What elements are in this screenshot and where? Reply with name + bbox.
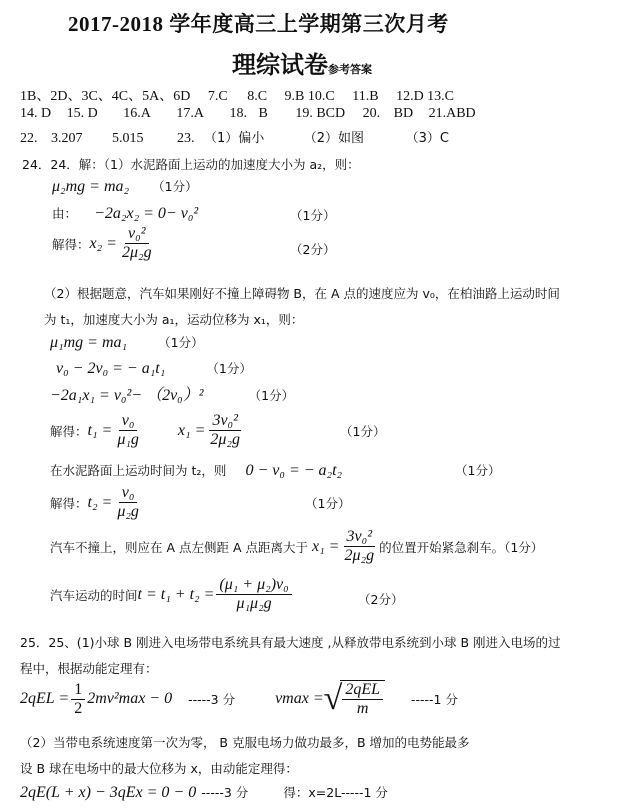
answer-item: （1）偏小 [204, 131, 265, 146]
q24-eq2 [52, 203, 198, 223]
fraction [114, 484, 142, 522]
q25-line2: 程中，根据动能定理有： [20, 661, 158, 676]
q24-eq4 [50, 332, 204, 352]
score: （1分） [455, 463, 501, 478]
denominator: μ₁μ₂g [236, 595, 272, 613]
answer-item: 7.C [207, 89, 228, 104]
denominator: μ₁g [117, 431, 139, 449]
result: 得：x=2L-----1 分 [283, 785, 388, 800]
answer-item: 22. [20, 131, 38, 146]
answer-item: （3）C [405, 131, 449, 146]
numerator: v₀² [125, 225, 148, 244]
label: 解得： [50, 423, 88, 439]
answer-item: （2）如图 [303, 131, 365, 146]
equation: −2a₁x₁ = v₀²− （2v₀）² [50, 387, 204, 404]
numerator: 3v₀² [344, 528, 375, 547]
equation: v₀ − 2v₀ = − a₁t₁ [56, 360, 166, 377]
fraction [71, 681, 85, 719]
equation: vmax = [275, 690, 324, 708]
score: （1分） [290, 208, 336, 223]
answers-line-2 [20, 106, 476, 122]
score: （1分） [340, 424, 386, 439]
numerator: 2qEL [342, 681, 383, 700]
answer-item: 19. BCD [295, 106, 346, 121]
denominator: 2μ₂g [210, 431, 240, 449]
score: （1分） [206, 361, 252, 376]
answers-line-3 [20, 127, 449, 147]
q24-part2-line2: 为 t₁，加速度大小为 a₁，运动位移为 x₁，则： [44, 312, 304, 327]
equation: μ₁mg = ma₁ [50, 334, 128, 351]
answer-item: 12.D 13.C [396, 89, 455, 104]
fraction [342, 681, 383, 719]
score: （2分） [290, 242, 336, 257]
numerator: v₀ [119, 412, 138, 431]
equation: t = t₁ + t₂ = [137, 585, 215, 603]
answer-item: 17.A [176, 106, 204, 121]
equation: 0 − v₀ = − a₂t₂ [245, 462, 343, 479]
subtitle-main: 理综试卷 [232, 51, 328, 79]
equation: 2mv²max − 0 [87, 690, 173, 708]
equation: x₂ = [89, 234, 117, 252]
fraction [119, 225, 155, 263]
equation: −2a₂x₂ = 0− v₀² [94, 205, 199, 222]
score: （1分） [158, 335, 204, 350]
label: 汽车运动的时间 [50, 587, 138, 603]
q24-eq7 [50, 412, 245, 450]
label: 在水泥路面上运动时间为 t₂，则 [50, 463, 227, 478]
answers-line-1 [20, 85, 454, 105]
fraction [207, 412, 243, 450]
label: 解得： [50, 495, 88, 511]
answer-item: 20. [362, 106, 381, 121]
q24-eq5 [56, 358, 252, 378]
denominator: m [356, 700, 369, 718]
answer-item: BD [393, 106, 414, 121]
q24-eq1 [52, 176, 198, 196]
answer-item: 23. [177, 131, 195, 146]
answer-item: B [258, 106, 268, 121]
equation: x₁ = [312, 537, 340, 555]
score: （1分） [305, 496, 351, 511]
denominator: μ₂g [117, 503, 139, 521]
numerator: 1 [71, 681, 85, 700]
answer-item: 16.A [123, 106, 151, 121]
score: （1分） [248, 388, 295, 403]
q25-part2-line2: 设 B 球在电场中的最大位移为 x，由动能定理得： [20, 761, 298, 776]
label: 的位置开始紧急刹车。（1分） [379, 539, 544, 555]
equation: μ₂mg = ma₂ [52, 178, 130, 195]
equation: t₂ = [87, 493, 113, 511]
q24-eq3 [52, 225, 157, 263]
score: -----1 分 [410, 692, 458, 708]
answer-item: 1B、2D、3C、4C、5A、6D [20, 89, 191, 104]
answer-item: 3.207 [51, 131, 83, 146]
radical-sign-icon: √ [323, 680, 343, 718]
equation: 2qE(L + x) − 3qEx = 0 − 0 [20, 784, 197, 801]
q25-eq3 [20, 782, 388, 802]
q24-eq10 [50, 528, 543, 566]
document-title: 2017-2018 学年度高三上学期第三次月考 [68, 12, 449, 36]
answer-item: 18. [229, 106, 247, 121]
square-root [324, 680, 385, 719]
denominator: 2 [74, 699, 83, 717]
equation: x₁ = [177, 421, 206, 439]
fraction [216, 576, 291, 614]
answer-item: 15. D [66, 106, 98, 121]
label: 汽车不撞上，则应在 A 点左侧距 A 点距离大于 [50, 539, 308, 555]
score: -----3 分 [201, 785, 249, 800]
denominator: 2μ₂g [344, 547, 375, 565]
q24-part2-line1: （2）根据题意，汽车如果刚好不撞上障碍物 B，在 A 点的速度应为 v₀，在柏油路上运动时间 [44, 286, 560, 301]
score: （2分） [358, 592, 404, 607]
numerator: (μ₁ + μ₂)v₀ [216, 576, 291, 595]
equation: t₁ = [87, 421, 113, 439]
q24-intro: 24．24．解：（1）水泥路面上运动的加速度大小为 a₂，则： [22, 157, 360, 172]
q24-eq9 [50, 484, 144, 522]
q25-part2-line1: （2）当带电系统速度第一次为零， B 克服电场力做功最多，B 增加的电势能最多 [20, 735, 470, 750]
denominator: 2μ₂g [121, 244, 152, 262]
answer-item: 9.B 10.C [284, 89, 335, 104]
score: -----3 分 [188, 692, 236, 708]
q24-eq6 [50, 382, 294, 405]
answer-item: 11.B [352, 89, 379, 104]
subtitle-suffix: 参考答案 [328, 63, 372, 76]
answer-item: 14. D [20, 106, 52, 121]
numerator: v₀ [119, 484, 138, 503]
q25-eq1 [20, 680, 458, 719]
label: 解得： [52, 236, 90, 252]
answer-item: 8.C [247, 89, 268, 104]
q24-eq8 [50, 460, 342, 480]
score: （1分） [152, 179, 198, 194]
answer-item: 21.ABD [428, 106, 476, 121]
q25-line1: 25．25、(1)小球 B 刚进入电场带电系统具有最大速度 ,从释放带电系统到小球 B 刚进入电场的过 [20, 635, 561, 650]
numerator: 3v₀² [209, 412, 240, 431]
fraction [114, 412, 142, 450]
fraction [341, 528, 377, 566]
q24-eq11 [50, 576, 294, 614]
label: 由： [52, 206, 78, 221]
answer-item: 5.015 [112, 131, 144, 146]
equation: 2qEL = [20, 690, 70, 708]
document-subtitle [232, 45, 372, 80]
